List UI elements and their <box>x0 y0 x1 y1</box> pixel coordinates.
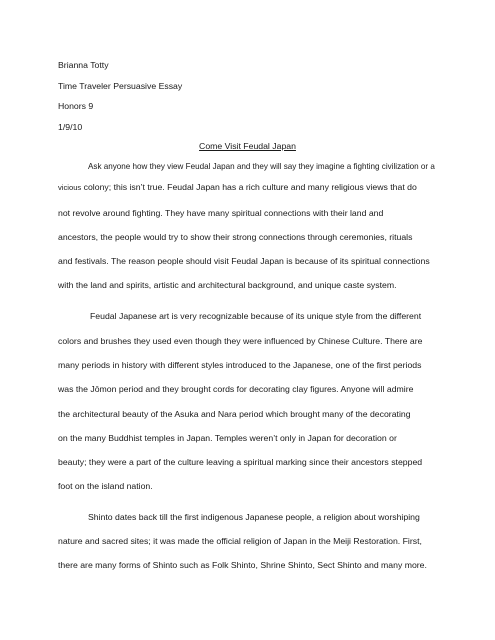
paragraph-2-line-4: was the Jōmon period and they brought cords for decorating clay figures. Anyone will admire <box>58 384 414 394</box>
essay-date: 1/9/10 <box>58 122 83 132</box>
paragraph-2-line-5: the architectural beauty of the Asuka and Nara period which brought many of the decorating <box>58 409 411 419</box>
paragraph-1-line-4: ancestors, the people would try to show their strong connections through ceremonies, rituals <box>58 232 413 242</box>
essay-title: Come Visit Feudal Japan <box>199 141 296 151</box>
paragraph-3-line-3: there are many forms of Shinto such as Folk Shinto, Shrine Shinto, Sect Shinto and many more. <box>58 560 427 570</box>
paragraph-2-line-8: foot on the island nation. <box>58 481 153 491</box>
paragraph-2-line-6: on the many Buddhist temples in Japan. Temples weren’t only in Japan for decoration or <box>58 433 397 443</box>
paragraph-1-line-2 <box>58 182 417 193</box>
paragraph-2-line-1: Feudal Japanese art is very recognizable because of its unique style from the different <box>90 311 422 321</box>
paragraph-2-line-2: colors and brushes they used even though they were influenced by Chinese Culture. There are <box>58 336 423 346</box>
paragraph-2-line-3: many periods in history with different styles introduced to the Japanese, one of the first periods <box>58 360 422 370</box>
paragraph-3-line-2: nature and sacred sites; it was made the official religion of Japan in the Meiji Restoration. First, <box>58 536 422 546</box>
paragraph-3-line-1: Shinto dates back till the first indigenous Japanese people, a religion about worshiping <box>88 512 420 522</box>
paragraph-1-word-vicious: vicious <box>58 183 82 192</box>
assignment-title: Time Traveler Persuasive Essay <box>58 81 183 91</box>
paragraph-1-line-2-rest: colony; this isn’t true. Feudal Japan has a rich culture and many religious views that do <box>81 182 417 192</box>
paragraph-1-line-1: Ask anyone how they view Feudal Japan and they will say they imagine a fighting civilization or a <box>88 162 435 171</box>
paragraph-1-line-6: with the land and spirits, artistic and architectural background, and unique caste system. <box>58 280 397 290</box>
class-name: Honors 9 <box>58 101 94 111</box>
paragraph-1-line-3: not revolve around fighting. They have many spiritual connections with their land and <box>58 208 384 218</box>
paragraph-1-line-5: and festivals. The reason people should visit Feudal Japan is because of its spiritual connections <box>58 256 430 266</box>
paragraph-2-line-7: beauty; they were a part of the culture leaving a spiritual marking since their ancestors stepped <box>58 457 423 467</box>
author-name: Brianna Totty <box>58 60 109 70</box>
